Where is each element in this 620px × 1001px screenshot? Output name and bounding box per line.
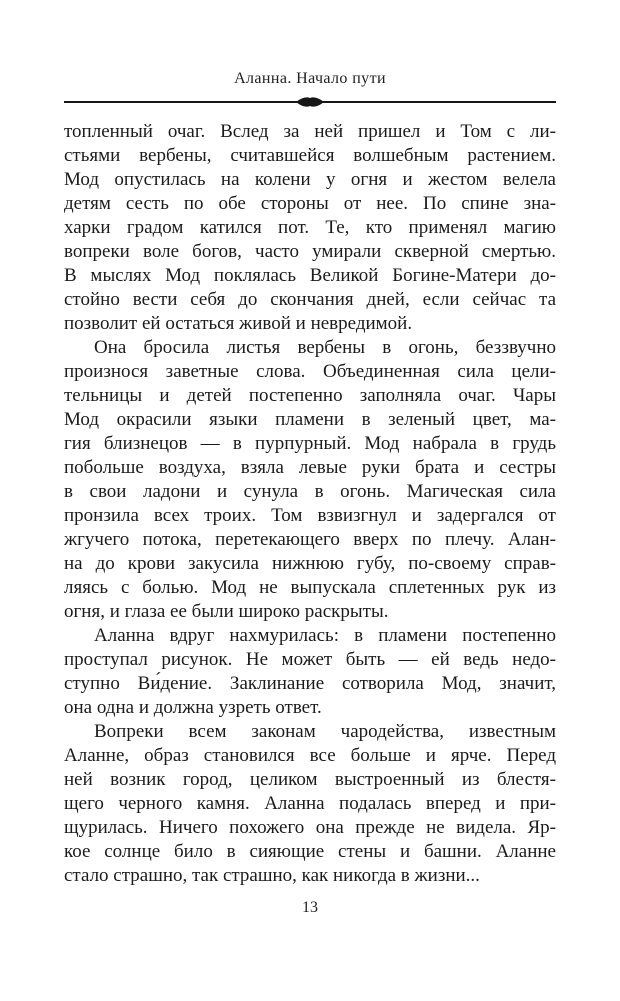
text-line: произнося заветные слова. Объединенная сила цели-	[64, 361, 556, 382]
text-line: она одна и должна узреть ответ.	[64, 697, 322, 718]
text-line: ляясь с болью. Мод не выпускала сплетенных рук из	[64, 577, 556, 598]
text-line: детям сесть по обе стороны от нее. По спине зна-	[64, 193, 556, 214]
text-line: В мыслях Мод поклялась Великой Богине-Матери до-	[64, 265, 556, 286]
text-line: огня, и глаза ее были широко раскрыты.	[64, 601, 389, 622]
text-line: Мод опустилась на колени у огня и жестом велела	[64, 169, 556, 190]
text-line: ней возник город, целиком выстроенный из блестя-	[64, 769, 556, 790]
text-line: позволит ей остаться живой и невредимой.	[64, 313, 413, 334]
divider-ornament-icon	[295, 96, 325, 108]
text-line: ступно Ви́дение. Заклинание сотворила Мод, значит,	[64, 673, 556, 694]
text-line: щего черного камня. Аланна подалась вперед и при-	[64, 793, 556, 814]
text-line: Аланна вдруг нахмурилась: в пламени постепенно	[94, 625, 556, 646]
text-line: побольше воздуха, взяла левые руки брата и сестры	[64, 457, 556, 478]
page-number: 13	[302, 899, 318, 916]
text-line: пронзила всех троих. Том взвизгнул и задергался от	[64, 505, 556, 526]
text-line: на до крови закусила нижнюю губу, по-своему справ-	[64, 553, 556, 574]
text-line: в свои ладони и сунула в огонь. Магическая сила	[64, 481, 556, 502]
text-line: проступал рисунок. Не может быть — ей ведь недо-	[64, 649, 556, 670]
text-line: топленный очаг. Вслед за ней пришел и Том с ли-	[64, 121, 556, 142]
text-line: Она бросила листья вербены в огонь, беззвучно	[94, 337, 556, 358]
text-line: харки градом катился пот. Те, кто применял магию	[64, 217, 556, 238]
text-line: стойно вести себя до скончания дней, если сейчас та	[64, 289, 556, 310]
text-line: стьями вербены, считавшейся волшебным растением.	[64, 145, 556, 166]
text-line: гия близнецов — в пурпурный. Мод набрала в грудь	[64, 433, 556, 454]
text-line: тельницы и детей постепенно заполняла очаг. Чары	[64, 385, 556, 406]
header-divider	[64, 96, 556, 108]
text-line: стало страшно, так страшно, как никогда в жизни...	[64, 865, 480, 886]
text-line: щурилась. Ничего похожего она прежде не видела. Яр-	[64, 817, 556, 838]
text-line: Аланне, образ становился все больше и ярче. Перед	[64, 745, 556, 766]
text-line: жгучего потока, перетекающего вверх по плечу. Алан-	[64, 529, 556, 550]
text-block	[64, 120, 556, 888]
running-head: Аланна. Начало пути	[234, 70, 386, 87]
text-line: Мод окрасили языки пламени в зеленый цвет, ма-	[64, 409, 556, 430]
text-line: кое солнце било в сияющие стены и башни. Аланне	[64, 841, 556, 862]
text-line: Вопреки всем законам чародейства, известным	[94, 721, 556, 742]
text-line: вопреки воле богов, часто умирали скверной смертью.	[64, 241, 556, 262]
